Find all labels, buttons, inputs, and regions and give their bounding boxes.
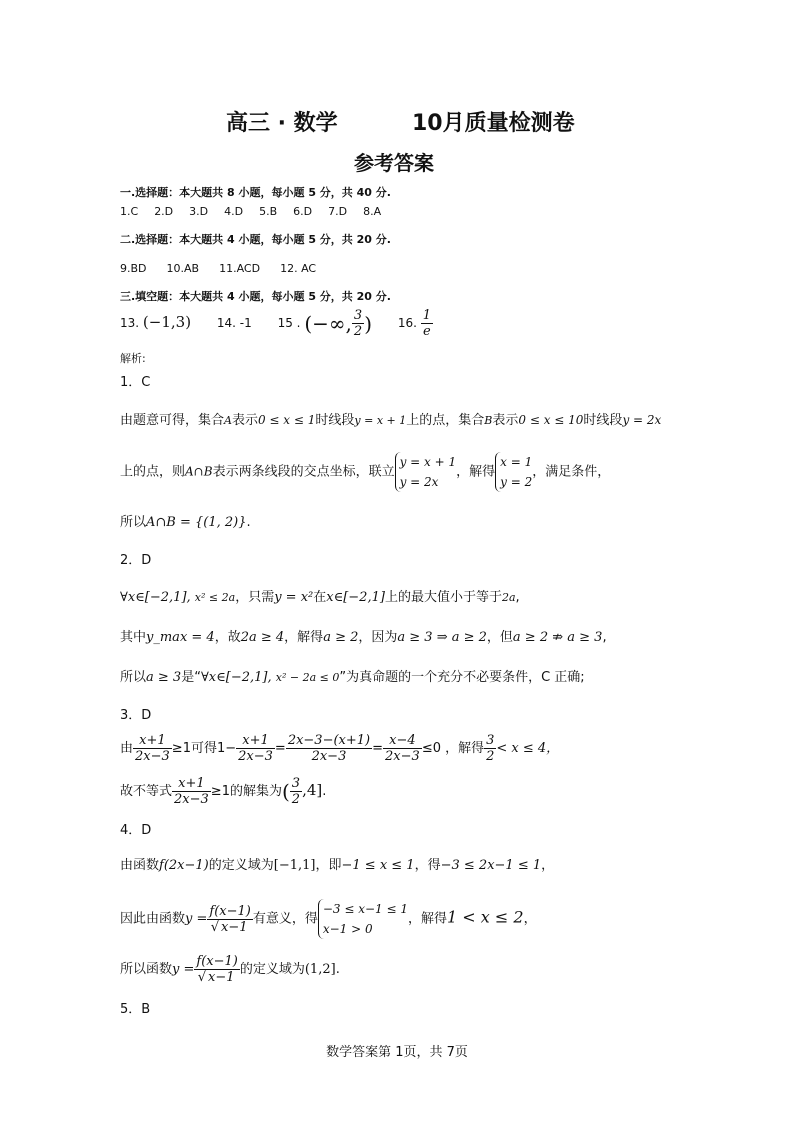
q3-f3d: 2x−3 xyxy=(311,749,347,764)
q2-head: 2．D xyxy=(120,553,152,568)
q3-eq1: = xyxy=(274,741,286,756)
q2-l1-a: ∀x∈[−2,1], xyxy=(120,590,191,605)
q1-l3-a: 所以 xyxy=(120,515,147,530)
q3-frac6 xyxy=(172,776,211,807)
answer-item: 8.A xyxy=(363,205,382,218)
answer-item: 1.C xyxy=(120,205,139,218)
answer-item: 12. AC xyxy=(280,262,317,275)
q2-l1-h: 2a xyxy=(501,591,516,604)
q16-num: 1 xyxy=(422,308,432,323)
q15-right: ) xyxy=(364,311,372,336)
q2-l1-b: x² ≤ 2a xyxy=(194,591,236,604)
q3-f1d: 2x−3 xyxy=(135,749,170,764)
q3-frac7 xyxy=(290,776,302,807)
q3-frac4 xyxy=(383,733,422,764)
q1-line1 xyxy=(120,411,661,430)
answer-item: 2.D xyxy=(154,205,174,218)
q2-l3-a: 所以 xyxy=(120,670,147,685)
q4-l2-fd: x−1 xyxy=(221,919,248,935)
q13-value: (−1,3) xyxy=(142,313,192,331)
q3-frac3 xyxy=(286,733,372,764)
q2-l2-a: 其中 xyxy=(120,630,147,645)
q1-l1-r2: 0 ≤ x ≤ 10 xyxy=(518,413,584,427)
q3-f7n: 3 xyxy=(291,776,301,791)
q1-l2-c: ，解得 xyxy=(456,464,496,480)
q4-l1-d: [−1,1] xyxy=(273,858,316,873)
q4-s2: x−1 > 0 xyxy=(322,922,373,936)
q3-line1 xyxy=(120,733,559,764)
q1-l2-AB: A∩B xyxy=(185,464,213,479)
q1-l2-b: 表示两条线段的交点坐标，联立 xyxy=(212,464,395,480)
section1-answers xyxy=(120,205,381,218)
q3-frac2 xyxy=(236,733,275,764)
q1-l2-d: ，满足条件， xyxy=(532,464,611,480)
q2-line1: ∀x∈[−2,1], x² ≤ 2a，只需y = x²在x∈[−2,1]上的最大值小于等于2a, xyxy=(120,590,520,605)
section2-heading: 二.选择题：本大题共 4 小题，每小题 5 分，共 20 分. xyxy=(120,233,391,246)
q4-system xyxy=(318,899,408,939)
q3-line2 xyxy=(120,776,326,807)
q16-den: e xyxy=(423,324,431,339)
q2-l2-h: a ≥ 3 ⇒ a ≥ 2 xyxy=(397,630,487,645)
q2-l2-d: 2a ≥ 4 xyxy=(240,630,285,645)
q2-l1-f: x∈[−2,1] xyxy=(326,590,385,605)
q4-l3-fd: x−1 xyxy=(208,970,235,985)
q1-head: 1．C xyxy=(120,375,151,390)
title-left: 高三 · 数学 xyxy=(226,111,338,136)
q3-l1-a: 由 xyxy=(120,741,134,756)
q2-l1-d: y = x² xyxy=(274,590,314,605)
q3-l2-a: 故不等式 xyxy=(120,784,173,799)
q2-l3-f: ”为真命题的一个充分不必要条件，C 正确; xyxy=(339,670,585,685)
q1-l1-r1: 0 ≤ x ≤ 1 xyxy=(257,413,316,427)
q13-label: 13. xyxy=(120,316,140,330)
q1-l1-g: 时线段 xyxy=(583,413,623,428)
q3-l2-d: . xyxy=(322,784,327,799)
q4-s1: −3 ≤ x−1 ≤ 1 xyxy=(322,902,409,916)
q3-f3n: 2x−3−(x+1) xyxy=(287,733,371,748)
q3-head: 3．D xyxy=(120,708,152,723)
answer-item: 4.D xyxy=(224,205,244,218)
q2-line3 xyxy=(120,669,585,687)
answer-item: 9.BD xyxy=(120,262,147,275)
q1-l1-A: A xyxy=(224,414,232,427)
q4-l3-y: y = xyxy=(172,962,195,977)
q3-f6d: 2x−3 xyxy=(174,792,209,807)
q3-f5n: 3 xyxy=(486,733,495,748)
q2-l2-b: y_max = 4 xyxy=(146,630,215,645)
section3-answers xyxy=(120,308,433,339)
q3-f6n: x+1 xyxy=(172,776,211,792)
q2-l3-c: 是“ xyxy=(181,670,201,685)
q3-l1-d: < x ≤ 4， xyxy=(496,741,560,756)
q3-f4d: 2x−3 xyxy=(385,749,420,764)
q2-l2-c: ，故 xyxy=(214,630,241,645)
q16-fraction xyxy=(421,308,433,339)
q4-l1-b: f(2x−1) xyxy=(159,858,209,873)
q4-head: 4．D xyxy=(120,823,152,838)
q4-frac1 xyxy=(207,904,252,935)
q4-l3-d: . xyxy=(335,962,340,977)
q1-l1-d: 上的点，集合 xyxy=(406,413,485,428)
q4-l2-a: 因此由函数 xyxy=(120,911,186,927)
q3-frac5 xyxy=(484,733,496,764)
q15-num: 3 xyxy=(353,308,363,323)
q1-l1-f2: y = 2x xyxy=(622,413,662,427)
q4-l1-g: ，得 xyxy=(414,858,441,873)
analysis-label: 解析: xyxy=(120,352,146,365)
q4-l1-f: −1 ≤ x ≤ 1 xyxy=(341,858,415,873)
q2-l3-b: a ≥ 3 xyxy=(146,670,182,685)
answer-item: 5.B xyxy=(259,205,278,218)
q4-l1-c: 的定义域为 xyxy=(208,858,274,873)
answer-item: 10.AB xyxy=(166,262,200,275)
q4-l1-e: ，即 xyxy=(315,858,342,873)
q1-l1-f1: y = x + 1 xyxy=(354,414,407,427)
q2-l2-g: ，因为 xyxy=(358,630,398,645)
q1-l1-c: 时线段 xyxy=(315,413,355,428)
q5-head: 5．B xyxy=(120,1002,151,1017)
q2-l1-e: 在 xyxy=(313,590,327,605)
q4-l3-c: (1,2] xyxy=(304,962,336,977)
q3-l1-c: ≤0 ，解得 xyxy=(421,741,485,756)
q4-l1-h: −3 ≤ 2x−1 ≤ 1 xyxy=(440,858,542,873)
q4-line1: 由函数f(2x−1)的定义域为[−1,1]，即−1 ≤ x ≤ 1，得−3 ≤ 2x−1 ≤ 1， xyxy=(120,858,555,873)
page-footer: 数学答案第 1页，共 7页 xyxy=(326,1045,468,1060)
title-right: 10月质量检测卷 xyxy=(412,111,575,136)
q2-line2: 其中y_max = 4，故2a ≥ 4，解得a ≥ 2，因为a ≥ 3 ⇒ a ≥ 2，但a ≥ 2 ⇏ a ≥ 3, xyxy=(120,630,607,645)
section3-heading: 三.填空题：本大题共 4 小题，每小题 5 分，共 20 分. xyxy=(120,290,391,303)
q1-line3 xyxy=(120,514,251,532)
q3-f7d: 2 xyxy=(291,792,301,807)
q4-l3-b: 的定义域为 xyxy=(239,962,305,977)
subtitle: 参考答案 xyxy=(354,151,434,175)
q4-l1-a: 由函数 xyxy=(120,858,160,873)
section2-answers xyxy=(120,262,316,275)
q2-l3-d: ∀x∈[−2,1], xyxy=(200,670,272,685)
q4-l2-fn: f(x−1) xyxy=(209,903,251,919)
answer-item: 7.D xyxy=(328,205,348,218)
q15-fraction xyxy=(352,308,364,339)
q1-s1b: y = 2x xyxy=(399,475,439,489)
answer-item: 6.D xyxy=(293,205,313,218)
q4-l2-y: y = xyxy=(185,911,208,927)
q4-l3-den: √ x−1 xyxy=(197,970,235,985)
q4-l2-c: ，解得 xyxy=(408,911,448,927)
q1-l3-b: . xyxy=(246,515,251,530)
q1-l1-B: B xyxy=(484,414,493,427)
q14-answer: 14. -1 xyxy=(216,316,252,330)
q3-f4n: x−4 xyxy=(383,733,422,749)
q4-line3 xyxy=(120,954,340,985)
q3-f2n: x+1 xyxy=(236,733,275,749)
answer-item: 11.ACD xyxy=(219,262,261,275)
q4-l2-den: √ x−1 xyxy=(210,919,248,935)
q1-l1-e: 表示 xyxy=(492,413,519,428)
q3-f5d: 2 xyxy=(486,749,495,764)
q1-l3-expr: A∩B = {(1, 2)} xyxy=(146,515,247,530)
q16-label: 16. xyxy=(397,316,417,330)
q3-eq2: = xyxy=(372,741,384,756)
q1-system2 xyxy=(495,452,532,492)
q3-l1-b: ≥1可得1− xyxy=(171,741,237,756)
q3-l2-c: ,4] xyxy=(302,781,323,799)
section1-heading: 一.选择题：本大题共 8 小题，每小题 5 分，共 40 分. xyxy=(120,186,391,199)
q1-l1-a: 由题意可得，集合 xyxy=(120,413,225,428)
q3-f1n: x+1 xyxy=(133,733,172,749)
q4-l2-d: 1 < x ≤ 2 xyxy=(447,907,524,927)
q4-line2 xyxy=(120,899,537,939)
q2-l3-e: x² − 2a ≤ 0 xyxy=(275,671,340,684)
q1-l2-a: 上的点，则 xyxy=(120,464,186,480)
q2-l1-g: 上的最大值小于等于 xyxy=(384,590,502,605)
q15-label: 15 . xyxy=(277,316,301,330)
answer-item: 3.D xyxy=(189,205,209,218)
q1-s2b: y = 2 xyxy=(500,475,533,489)
q1-system1 xyxy=(395,452,457,492)
q15-den: 2 xyxy=(353,324,363,339)
q1-line2 xyxy=(120,452,610,492)
q3-l2-b: ≥1的解集为 xyxy=(210,784,282,799)
q3-l2-lp: ( xyxy=(281,779,290,804)
q15-left: (−∞, xyxy=(304,311,352,336)
q4-l3-a: 所以函数 xyxy=(120,962,173,977)
q2-l2-e: ，解得 xyxy=(284,630,324,645)
q4-frac2 xyxy=(194,954,239,985)
q2-l2-i: ，但 xyxy=(486,630,513,645)
q1-s2a: x = 1 xyxy=(500,455,533,469)
q1-l1-b: 表示 xyxy=(231,413,258,428)
q4-l2-b: 有意义，得 xyxy=(252,911,318,927)
q4-l3-fn: f(x−1) xyxy=(196,954,238,969)
q3-f2d: 2x−3 xyxy=(238,749,273,764)
q3-frac1 xyxy=(133,733,172,764)
q2-l2-j: a ≥ 2 ⇏ a ≥ 3 xyxy=(512,630,603,645)
q2-l2-f: a ≥ 2 xyxy=(323,630,359,645)
q4-l2-e: ， xyxy=(523,911,537,927)
q1-s1a: y = x + 1 xyxy=(399,455,457,469)
q2-l1-c: ，只需 xyxy=(235,590,275,605)
